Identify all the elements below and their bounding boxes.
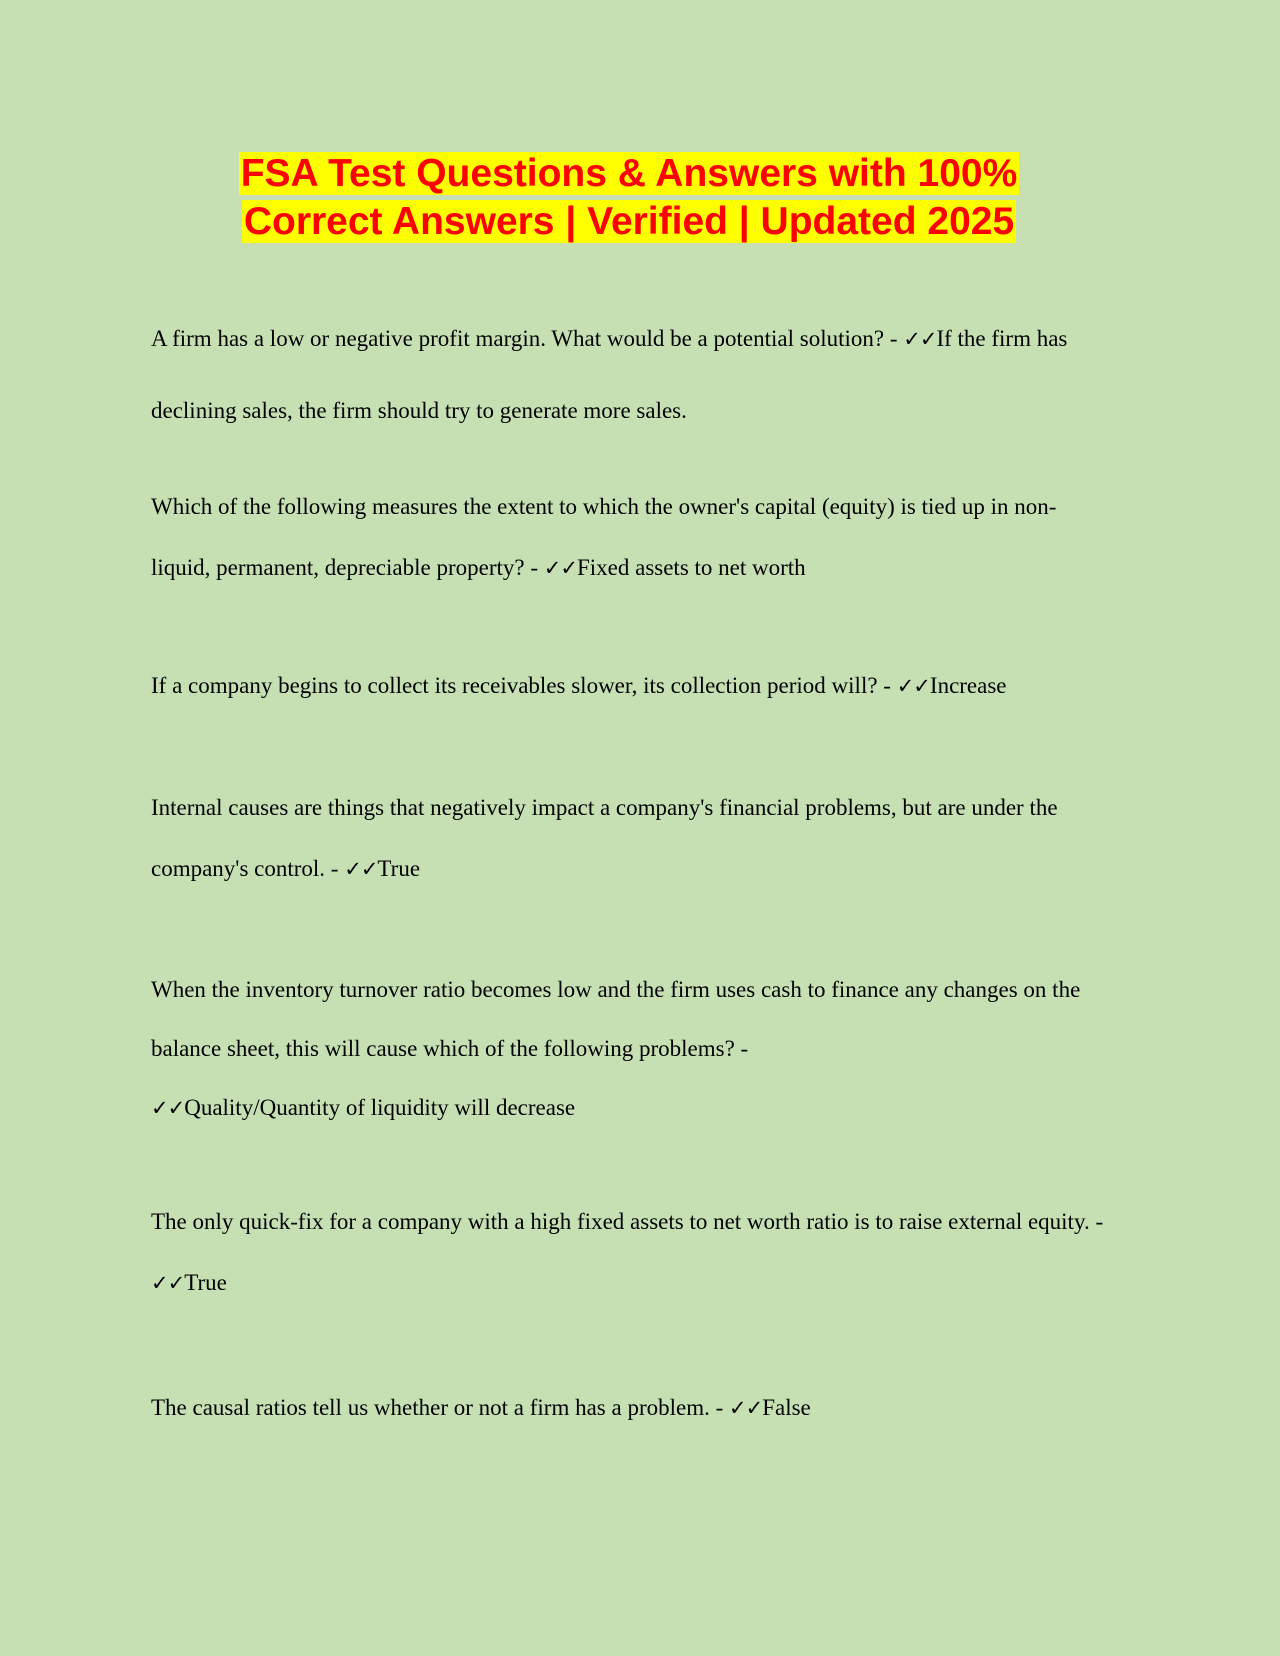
title-line-1: FSA Test Questions & Answers with 100%	[240, 152, 1018, 195]
answer-text: Fixed assets to net worth	[576, 555, 806, 580]
qa-item	[151, 960, 1111, 1138]
double-check-icon: ✓✓	[344, 857, 378, 881]
double-check-icon: ✓✓	[151, 1096, 185, 1120]
qa-item	[151, 1191, 1111, 1314]
double-check-icon: ✓✓	[729, 1396, 763, 1420]
answer-text: False	[762, 1395, 811, 1420]
answer-text: True	[184, 1270, 227, 1295]
double-check-icon: ✓✓	[151, 1271, 185, 1295]
document-title	[150, 150, 1108, 246]
question-text: When the inventory turnover ratio becomes low and the firm uses cash to finance any changes on the balance sheet, this will cause which of the following problems? -	[151, 977, 1081, 1061]
title-line-2: Correct Answers | Verified | Updated 2025	[243, 200, 1015, 243]
question-text: The causal ratios tell us whether or not a firm has a problem. -	[151, 1395, 730, 1420]
question-text: The only quick-fix for a company with a high fixed assets to net worth ratio is to raise external equity. -	[151, 1209, 1104, 1234]
question-text: Internal causes are things that negatively impact a company's financial problems, but are under the company's control. -	[151, 795, 1058, 881]
question-text: Which of the following measures the extent to which the owner's capital (equity) is tied up in non-liquid, permanent, depreciable property? -	[151, 494, 1057, 580]
answer-text: Quality/Quantity of liquidity will decrease	[184, 1095, 576, 1120]
question-text: A firm has a low or negative profit margin. What would be a potential solution? -	[151, 326, 904, 351]
qa-item	[151, 1377, 1111, 1439]
double-check-icon: ✓✓	[896, 674, 930, 698]
question-text: If a company begins to collect its receivables slower, its collection period will? -	[151, 673, 897, 698]
qa-item	[151, 777, 1111, 900]
qa-item	[151, 303, 1111, 447]
answer-text: Increase	[929, 673, 1007, 698]
qa-item	[151, 476, 1111, 599]
double-check-icon: ✓✓	[903, 327, 937, 351]
qa-item	[151, 655, 1111, 717]
answer-text: True	[377, 856, 421, 881]
double-check-icon: ✓✓	[543, 556, 577, 580]
answer-text: If the firm has declining sales, the firm should try to generate more sales.	[151, 326, 1068, 423]
